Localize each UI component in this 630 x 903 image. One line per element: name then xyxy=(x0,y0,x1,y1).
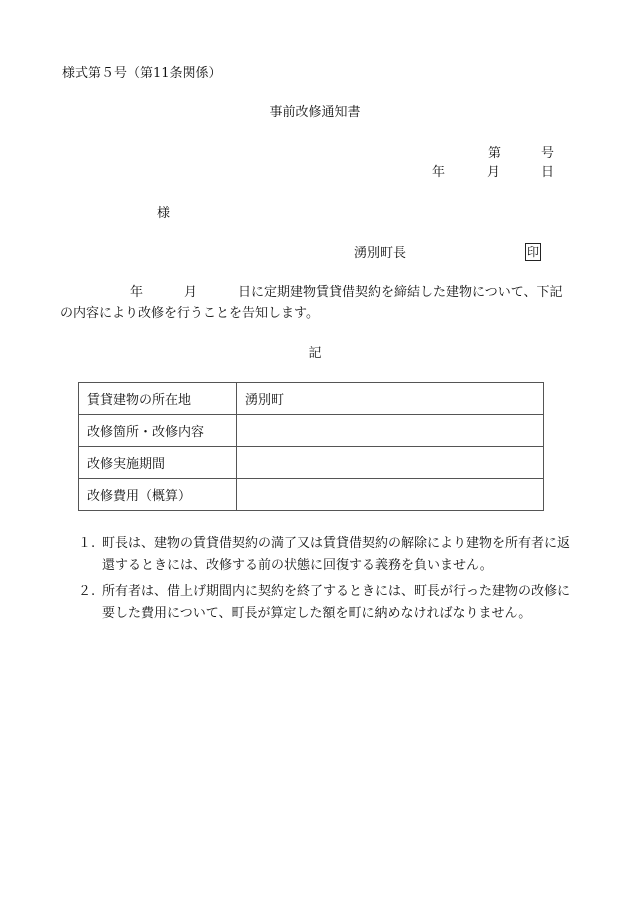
seal-stamp: 印 xyxy=(526,245,539,259)
table-row-value: 湧別町 xyxy=(237,383,544,415)
note-text: 町長は、建物の賃貸借契約の満了又は賃貸借契約の解除により建物を所有者に返還するときには、改修する前の状態に回復する義務を負いません。 xyxy=(102,536,571,573)
table-row-value xyxy=(237,479,544,511)
body-year-label: 年 xyxy=(130,285,144,300)
note-number: １. xyxy=(78,536,96,551)
table-row-label: 賃貸建物の所在地 xyxy=(79,383,237,415)
table-row-label: 改修箇所・改修内容 xyxy=(79,415,237,447)
form-reference: 様式第５号（第11条関係） xyxy=(62,66,222,81)
table-row-label: 改修実施期間 xyxy=(79,447,237,479)
body-text-line-2: の内容により改修を行うことを告知します。 xyxy=(60,306,319,321)
date-year-label: 年 xyxy=(432,165,446,180)
note-item xyxy=(78,581,578,625)
note-text: 所有者は、借上げ期間内に契約を終了するときには、町長が行った建物の改修に要した費用について、町長が算定した額を町に納めなければなりません。 xyxy=(102,584,571,621)
note-item xyxy=(78,533,578,577)
table-row-label: 改修費用（概算） xyxy=(79,479,237,511)
body-month-label: 月 xyxy=(184,285,198,300)
date-day-label: 日 xyxy=(541,165,555,180)
table-row xyxy=(79,447,544,479)
document-title: 事前改修通知書 xyxy=(269,105,361,120)
table-row xyxy=(79,415,544,447)
date-month-label: 月 xyxy=(487,165,501,180)
details-table xyxy=(78,382,544,511)
issuer-name: 湧別町長 xyxy=(354,246,407,261)
document-number-prefix: 第 xyxy=(488,146,502,161)
table-row-value xyxy=(237,415,544,447)
table-row-value xyxy=(237,447,544,479)
table-row xyxy=(79,479,544,511)
ki-heading: 記 xyxy=(308,346,322,361)
table-row xyxy=(79,383,544,415)
recipient-honorific: 様 xyxy=(157,206,171,221)
document-number-suffix: 号 xyxy=(541,146,555,161)
note-number: ２. xyxy=(78,584,96,599)
body-text-continuation: 日に定期建物賃貸借契約を締結した建物について、下記 xyxy=(238,285,563,300)
